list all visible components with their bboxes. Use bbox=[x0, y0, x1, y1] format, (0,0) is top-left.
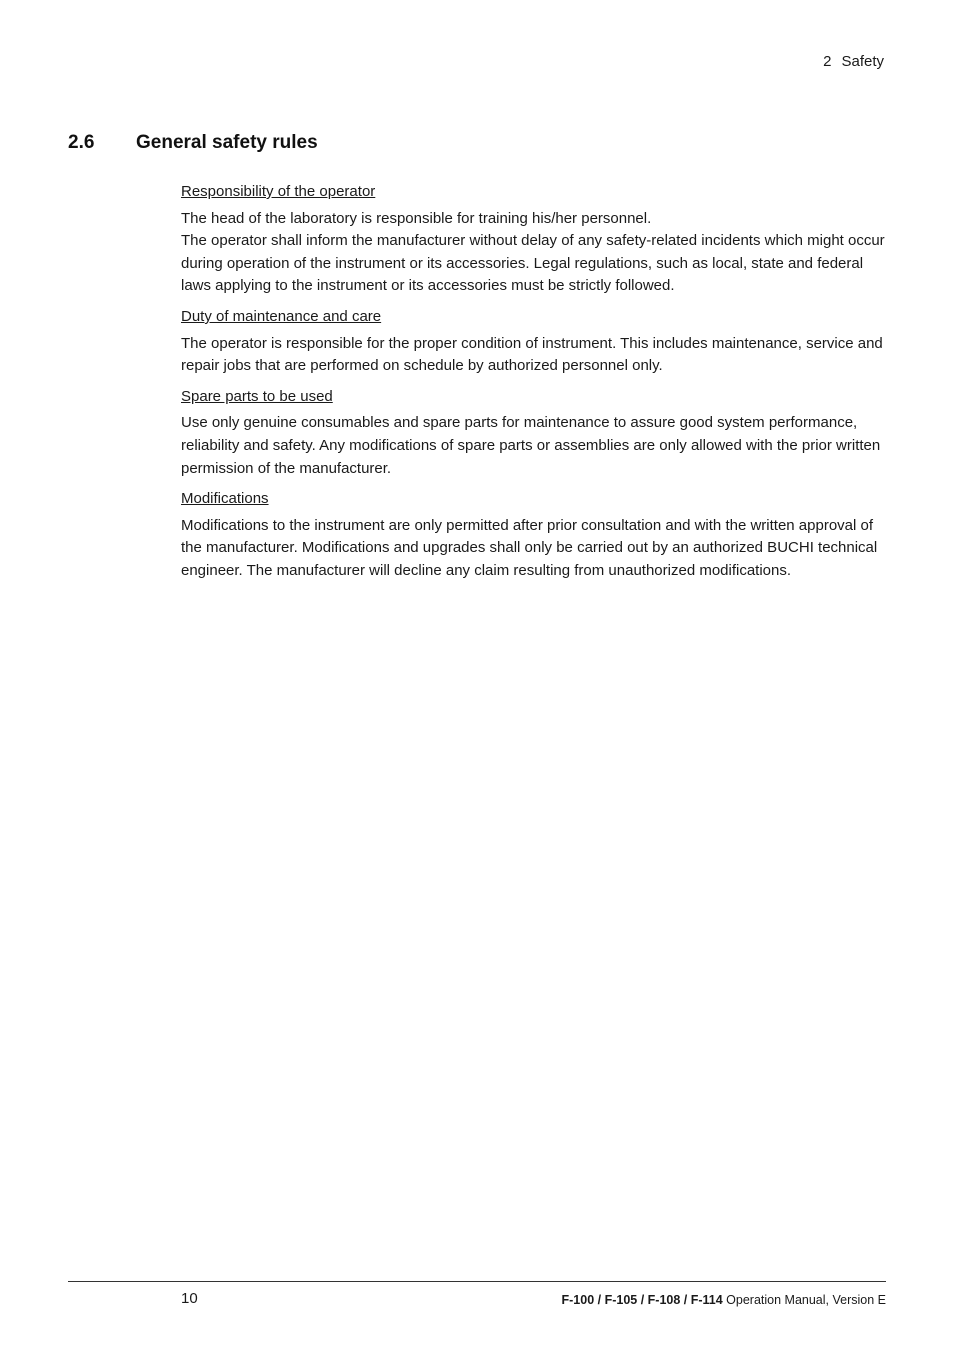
footer-divider bbox=[68, 1281, 886, 1282]
section-title: General safety rules bbox=[136, 132, 318, 153]
paragraph: Modifications to the instrument are only permitted after prior consultation and with the written approval of the manufacturer. Modifications and upgrades shall only be carried out by an authorized BUCHI technical engineer. The manufacturer will decline any claim resulting from unauthorized modifications. bbox=[181, 516, 878, 579]
paragraph: Use only genuine consumables and spare parts for maintenance to assure good system performance, reliability and safety. Any modifications of spare parts or assemblies are only allowed with the prior written permission of the manufacturer. bbox=[181, 414, 881, 477]
footer-document-title bbox=[562, 1293, 887, 1307]
chapter-title: Safety bbox=[841, 53, 884, 70]
section-heading bbox=[68, 132, 318, 154]
footer-models: F-100 / F-105 / F-108 / F-114 bbox=[561, 1293, 723, 1307]
subsection-heading: Modifications bbox=[181, 490, 269, 508]
footer-doc-title: Operation Manual, Version E bbox=[726, 1293, 886, 1307]
page-number: 10 bbox=[181, 1290, 198, 1307]
running-header bbox=[823, 53, 884, 70]
section-body bbox=[181, 181, 887, 591]
subsection-heading: Duty of maintenance and care bbox=[181, 307, 382, 325]
subsection-heading: Responsibility of the operator bbox=[181, 183, 376, 200]
paragraph: The operator is responsible for the proper condition of instrument. This includes maintenance, service and repair jobs that are performed on schedule by authorized personnel only. bbox=[181, 334, 883, 375]
subsection-maintenance bbox=[181, 306, 887, 378]
paragraph: The head of the laboratory is responsible for training his/her personnel. bbox=[181, 209, 652, 227]
subsection-responsibility bbox=[181, 181, 887, 298]
section-number: 2.6 bbox=[68, 132, 95, 153]
subsection-modifications bbox=[181, 488, 887, 582]
subsection-spare-parts bbox=[181, 386, 887, 480]
subsection-heading: Spare parts to be used bbox=[181, 387, 333, 405]
chapter-number: 2 bbox=[823, 53, 832, 70]
paragraph: The operator shall inform the manufacturer without delay of any safety-related incidents which might occur during operation of the instrument or its accessories. Legal regulations, such as local, state and federal laws applying to the instrument or its accessories must be strictly followed. bbox=[181, 232, 885, 295]
